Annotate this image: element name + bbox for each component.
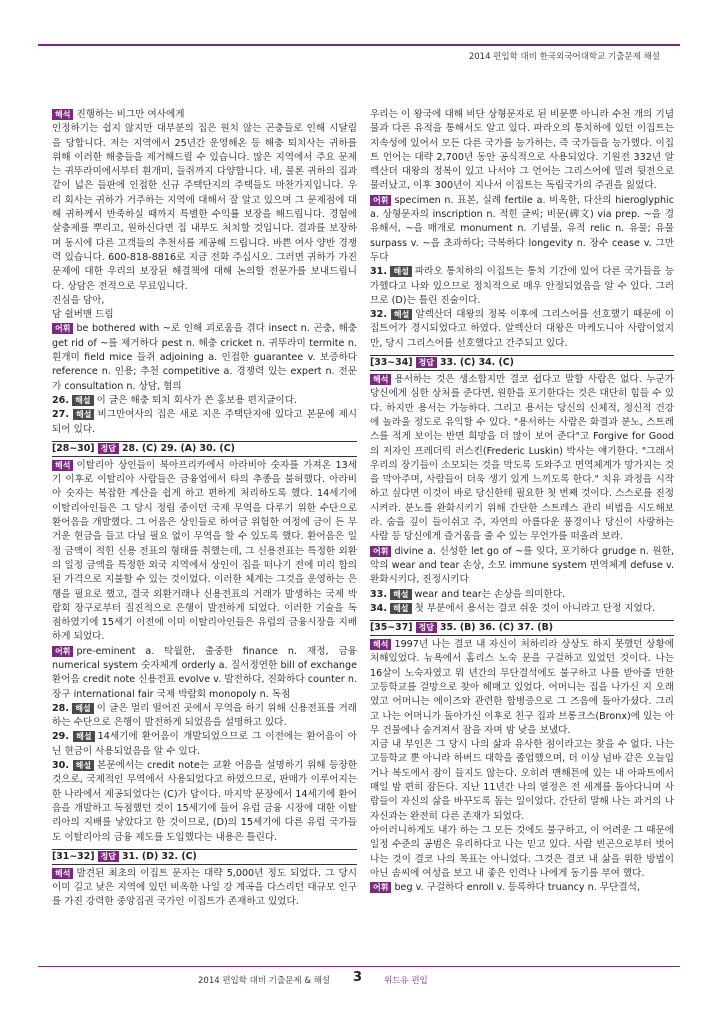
paragraph-text: 14세기에 환어음이 개발되었으므로 그 이전에는 환어음이 아닌 현금이 사용되었음을 알 수 있다.: [52, 731, 357, 757]
page-number: 3: [353, 970, 363, 985]
paragraph: [370, 881, 674, 895]
paragraph-text: 이탈리아 상인들이 북아프리카에서 아라비아 숫자를 가져온 13세기 이후로 이탈리아 사람들은 금융업에서 타의 추종을 불허했다. 아라비아 숫자는 복잡한 계산을 쉽게 하고 편하게 처리하도록 했다. 14세기에 이탈리아인들은 그 당시 정립 중이던 국제 무역을 다루기 위한 수단으로 환어음을 개발했다. 그 어음은 상인들로 하여금 위험한 여정에 금이 든 무거운 현금을 들고 다닐 필요 없이 무역을 할 수 있도록 했다. 환어음은 일정 금액이 적힌 신용 전표의 형태를 취했는데, 그 신용전표는 특정한 외환의 일정 금액을 특정한 외국 지역에서 상인이 집을 떠나기 전에 미리 합의된 가격으로 지불할 수 있는 것이었다. 이러한 체계는 그것을 운영하는 은행을 필요로 했고, 결국 외환거래나 신용전표의 거래가 발생하는 국제 박람회 장구로부터 질진적으로 은행이 발전하게 되었다. 이러한 기술을 독점하였기에 15세기 이전에 이미 이탈리아인들은 유럽의 금융시장을 지배하게 되었다.: [52, 459, 357, 643]
paragraph-text: be bothered with ~로 인해 괴로움을 겪다 insect n. 곤충, 해충 get rid of ~를 제거하다 pest n. 해충 cricket n. 귀뚜라미 termite n. 흰개미 field mice 들쥐 adjoining a. 인접한 guarantee v. 보증하다 reference n. 인용; 추천 competitive a. 경쟁력 있는 expert n. 전문가 consultation n. 상담, 협의: [52, 323, 357, 392]
section-tag: 해석: [52, 868, 73, 879]
question-range-header: [370, 620, 674, 636]
section-tag: 어휘: [370, 546, 391, 557]
paragraph-text: 담 쉴버맨 드림: [52, 309, 114, 321]
section-tag: 해설: [72, 703, 93, 714]
paragraph-text: 알렉산더 대왕의 정복 이후에 그리스어를 선호했기 때문에 이집트어가 경시되었다고 하였다. 알렉산더 대왕은 마케도니아 사람이었지만, 당시 그리스어를 선호했다고 간주되고 있다.: [370, 309, 674, 349]
question-range-header: [52, 441, 357, 457]
paragraph: [370, 824, 674, 881]
section-tag: 해설: [390, 603, 411, 614]
header-title: 2014 편입학 대비 한국외국어대학교 기출문제 해설: [468, 52, 660, 62]
answer-key: 35. (B) 36. (C) 37. (B): [440, 622, 554, 634]
section-tag: 해설: [73, 409, 94, 420]
paragraph-text: 용서하는 것은 생소합지만 결코 쉽다고 말할 사람은 없다. 누군가 당신에게 심한 상처를 준다면, 원한을 포기한다는 것은 대단히 힘들 수 있다. 하지만 용서는 가능하다. 그리고 용서는 당신의 신체적, 정신적 건강에 놀라울 정도로 유익할 수 있다. "용서하는 사람은 화결과 분노, 스트레스를 적게 보이는 반면 희망을 더 많이 보여 준다"고 Forgive for Good의 저자인 프레더릭 러스킨(Frederic Luskin) 박사는 얘기한다. "그래서 우리의 장기들이 소모되는 것을 막도록 도와주고 면역체계가 망가지는 것을 막아주며, 사람들이 더욱 생기 있게 느끼도록 한다." 치유 과정을 시작하고 싶다면 이것이 바로 당신한테 필요한 첫 번째 것이다. 스스로를 진정시켜라. 분노를 완화시키기 위해 간단한 스트레스 관리 비법을 시도해보라. 숨을 깊이 들이쉬고 주, 자연의 아름다운 풍경이나 당신이 사랑하는 사람 등 당신에게 즐거움을 줄 수 있는 무언가를 떠올려 보라.: [370, 374, 674, 543]
question-range-header: [370, 355, 674, 371]
paragraph: [52, 730, 357, 759]
answer-label: 정답: [416, 622, 437, 633]
paragraph-text: 진심을 담아,: [52, 294, 105, 306]
paragraph: [52, 108, 357, 122]
paragraph-text: 인정하기는 쉽지 않지만 대부분의 집은 원치 않는 곤충들로 인해 시달림을 당합니다. 저는 지역에서 25년간 운영해온 등 해충 퇴치사는 귀하를 위해 이러한 해충들을 제거해드릴 수 있습니다. 많은 지역에서 주요 문제는 귀뚜라미에서부터 흰개미, 들쥐까지 다양합니다. 네, 물론 귀하의 집과 같이 넓은 들판에 인접한 신규 주택단지의 주택들도 마찬가지입니다. 우리 회사는 귀하가 거주하는 지역에 대해서 잘 알고 있으며 그 문제점에 대해 귀하께서 반죽하실 때까지 특별한 수익률 보장을 해드립니다. 경험에 살충제를 뿌리고, 원하신다면 집 내부도 처치할 것입니다. 결과를 보장하며 동시에 다른 고객들의 추천서를 제공해 드립니다. 바쁜 여사 양반 경쟁력 있습니다. 600-818-8816로 지금 전화 주십시오. 그러면 귀하가 가진 문제에 대한 우리의 보장된 해결책에 대해 논의할 전문가를 보내드립니다. 상담은 전적으로 무료입니다.: [52, 123, 357, 292]
section-tag: 해설: [390, 589, 411, 600]
paragraph: [52, 867, 357, 910]
header-rule: [38, 44, 680, 46]
paragraph-text: 우리는 이 왕국에 대해 비단 상형문자로 된 비문뿐 아니라 수천 개의 기념물과 다른 유적을 통해서도 알고 있다. 파라오의 통치하에 있던 이집트는 지속성에 있어서 모든 다른 국가를 능가하는, 즉 국가들을 능가했다. 이집트 언어는 대략 2,700년 동안 공식적으로 사용되었다. 기원전 332년 알렉산더 대왕의 정복이 있고 나서야 그 언어는 그리스어에 밀려 뒷전으로 물러났고, 이후 300년이 지나서 이집트는 독립국가의 주권을 잃었다.: [370, 109, 674, 192]
paragraph: [52, 645, 357, 702]
question-number: 27.: [52, 409, 69, 421]
paragraph: [370, 545, 674, 588]
right-column: [370, 108, 674, 895]
section-tag: 해설: [73, 731, 94, 742]
section-tag: 해석: [52, 460, 73, 471]
section-tag: 어휘: [52, 323, 73, 334]
paragraph: [370, 602, 674, 616]
paragraph: [370, 738, 674, 824]
left-column: [52, 108, 357, 910]
paragraph-text: pre-eminent a. 탁월한, 출중한 finance n. 재정, 금융 numerical system 숫자체계 orderly a. 질서정연한 bill of exchange 환어음 credit note 신용전표 evolve v. 발전하다, 진화하다 counter n. 장구 international fair 국제 박람회 monopoly n. 독점: [52, 645, 357, 700]
paragraph: [52, 759, 357, 845]
footer-rule: [38, 966, 680, 967]
answer-label: 정답: [98, 443, 119, 454]
paragraph-text: 1997년 나는 결코 내 자신이 처하리라 상상도 하지 못했던 상황에 처해있었다. 뉴욕에서 홈리스 노숙 문을 구걸하고 있었던 것이다. 나는 16살이 노숙자였고 뭐 년간의 무단결석에도 불구하고 나를 받아줄 만한 고등학교를 걸망으로 찾아 헤매고 있었다. 어머니는 집을 나가신 지 오래였고 어머니는 에이즈와 관련한 합병증으로 그 즈음에 돌아가셨다. 그리고 나는 어머니가 돌아가신 이후로 친구 집과 브롱크스(Bronx)에 있는 아무 건물에나 숨겨져서 잠을 자며 밤 낮을 보냈다.: [370, 639, 674, 736]
answer-key: 33. (C) 34. (C): [440, 357, 514, 369]
paragraph: [370, 588, 674, 602]
paragraph: [370, 265, 674, 308]
section-tag: 해설: [390, 266, 411, 277]
footer-right: 위드유 편입: [384, 976, 428, 986]
paragraph: [52, 322, 357, 393]
section-tag: 해설: [73, 760, 94, 771]
question-range: [33~34]: [370, 357, 413, 369]
question-range: [31~32]: [52, 850, 95, 862]
question-number: 32.: [370, 309, 387, 321]
paragraph: [52, 702, 357, 731]
section-tag: 해석: [52, 109, 73, 120]
section-tag: 해설: [391, 309, 412, 320]
paragraph: [52, 308, 357, 322]
paragraph-text: 발견된 최초의 이집트 문자는 대략 5,000년 정도 되었다. 그 당시 이미 길고 낮은 지역에 있던 비옥한 나일 강 계곡을 다스리던 대규모 인구를 가진 강력한 중앙집권 국가인 이집트가 존재하고 있었다.: [52, 867, 357, 908]
paragraph-text: 진행하는 비그만 여사에게: [76, 109, 185, 120]
paragraph-text: 지금 내 부인은 그 당시 나의 삶과 유사한 점이라고는 찾을 수 없다. 나는 고등학교 뿐 아니라 하버드 대학을 졸업했으며, 더 이상 넘바 같은 오늘입거나 복도에서 잠이 들지도 않는다. 오히려 맨해튼에 있는 내 아파트에서 매일 밤 편히 잠든다. 지난 11년간 나의 열정은 전 세계를 돌아다니며 사람들이 자신의 삶을 바꾸도록 돕는 일이었다. 간단히 말해 나는 과거의 나 자신과는 완전히 다른 존재가 되었다.: [370, 739, 674, 822]
paragraph-text: divine a. 신성한 let go of ~를 잊다, 포기하다 grudge n. 원한, 악의 wear and tear 손상, 소모 immune system 면역체계 defuse v. 완화시키다, 진정시키다: [370, 545, 674, 586]
section-tag: 해석: [370, 639, 391, 650]
paragraph: [52, 408, 357, 437]
question-number: 28.: [52, 702, 69, 714]
section-tag: 해석: [370, 374, 391, 385]
answer-label: 정답: [98, 851, 119, 862]
paragraph: [52, 459, 357, 645]
question-number: 26.: [52, 394, 69, 406]
paragraph: [370, 373, 674, 545]
section-tag: 어휘: [52, 646, 73, 657]
question-number: 34.: [370, 602, 387, 614]
answer-key: 31. (D) 32. (C): [122, 850, 197, 862]
paragraph-text: 아이러니하게도 내가 하는 그 모든 것에도 불구하고, 이 어려운 그 때문에 일정 수준의 공범은 유리하다고 나는 믿고 있다. 사람 빈곤으로부터 벗어나는 것이 결코 나의 목표는 아니었다. 그것은 결코 내 삶을 위한 방법이 아닌 솜씨에 여성을 보고 내 좋은 인력나 나에게 동기를 부여 했다.: [370, 824, 674, 879]
question-number: 30.: [52, 760, 69, 772]
paragraph-text: specimen n. 표본, 실례 fertile a. 비옥한, 다산의 hieroglyphic a. 상형문자의 inscription n. 적힌 글씨; 비문(碑文) via prep. ~을 경유해서, ~을 매개로 monument n. 기념물, 유적 relic n. 유물; 유물 surpass v. ~을 초과하다; 극복하다 longevity n. 장수 cease v. 그만두다: [370, 194, 674, 263]
paragraph: [370, 108, 674, 194]
paragraph: [52, 394, 357, 408]
section-tag: 어휘: [370, 195, 391, 206]
paragraph-text: beg v. 구걸하다 enroll v. 등록하다 truancy n. 무단결석,: [394, 882, 640, 894]
answer-key: 28. (C) 29. (A) 30. (C): [122, 442, 235, 454]
paragraph-text: wear and tear는 손상을 의미한다.: [414, 588, 566, 600]
paragraph: [370, 308, 674, 351]
paragraph: [370, 638, 674, 738]
answer-label: 정답: [416, 357, 437, 368]
question-range-header: [52, 849, 357, 865]
question-number: 31.: [370, 266, 387, 278]
question-range: [35~37]: [370, 622, 413, 634]
paragraph-text: 본문에서는 credit note는 교환 어음을 설명하기 위해 등장한 것으로, 국제적인 무역에서 사용되었다고 하였으므로, 판매가 이루어지는 한 나라에서 제공되었다는 (C)가 답이다. 마지막 문장에서 14세기에 환어음을 개발하고 독점했던 것이 15세기에 들어 유럽 금융 시장에 대한 이탈리아의 지배를 낳았다고 한 것이므로, (D)의 15세기에 다른 유럽 국가들도 이탈리아의 금융 제도를 도입했다는 내용은 틀린다.: [52, 760, 357, 843]
paragraph-text: 이 글은 해충 퇴치 회사가 쓴 홍보용 편지글이다.: [96, 394, 298, 406]
section-tag: 해설: [72, 395, 93, 406]
paragraph: [370, 194, 674, 265]
paragraph: [52, 294, 357, 308]
paragraph-text: 이 글은 멀리 떨어진 곳에서 무역을 하기 위해 신용전표를 거래하는 수단으로 은행이 발전하게 되었음을 설명하고 있다.: [52, 702, 357, 729]
footer-left: 2014 편입학 대비 기출문제 & 해설: [198, 976, 331, 986]
question-number: 33.: [370, 588, 387, 600]
question-number: 29.: [52, 731, 69, 743]
section-tag: 어휘: [370, 882, 391, 893]
paragraph: [52, 122, 357, 294]
paragraph-text: 비그만여사의 집은 새로 지은 주택단지에 있다고 본문에 제시되어 있다.: [52, 409, 357, 435]
paragraph-text: 첫 부분에서 용서는 결코 쉬운 것이 아니라고 단정 지었다.: [414, 602, 656, 614]
question-range: [28~30]: [52, 442, 95, 454]
paragraph-text: 파라오 통치하의 이집트는 통치 기간에 있어 다른 국가들을 능가했다고 나와 있으므로 정치적으로 매우 안정되었음을 알 수 있다. 그러므로 (D)는 틀린 진술이다.: [370, 266, 674, 306]
